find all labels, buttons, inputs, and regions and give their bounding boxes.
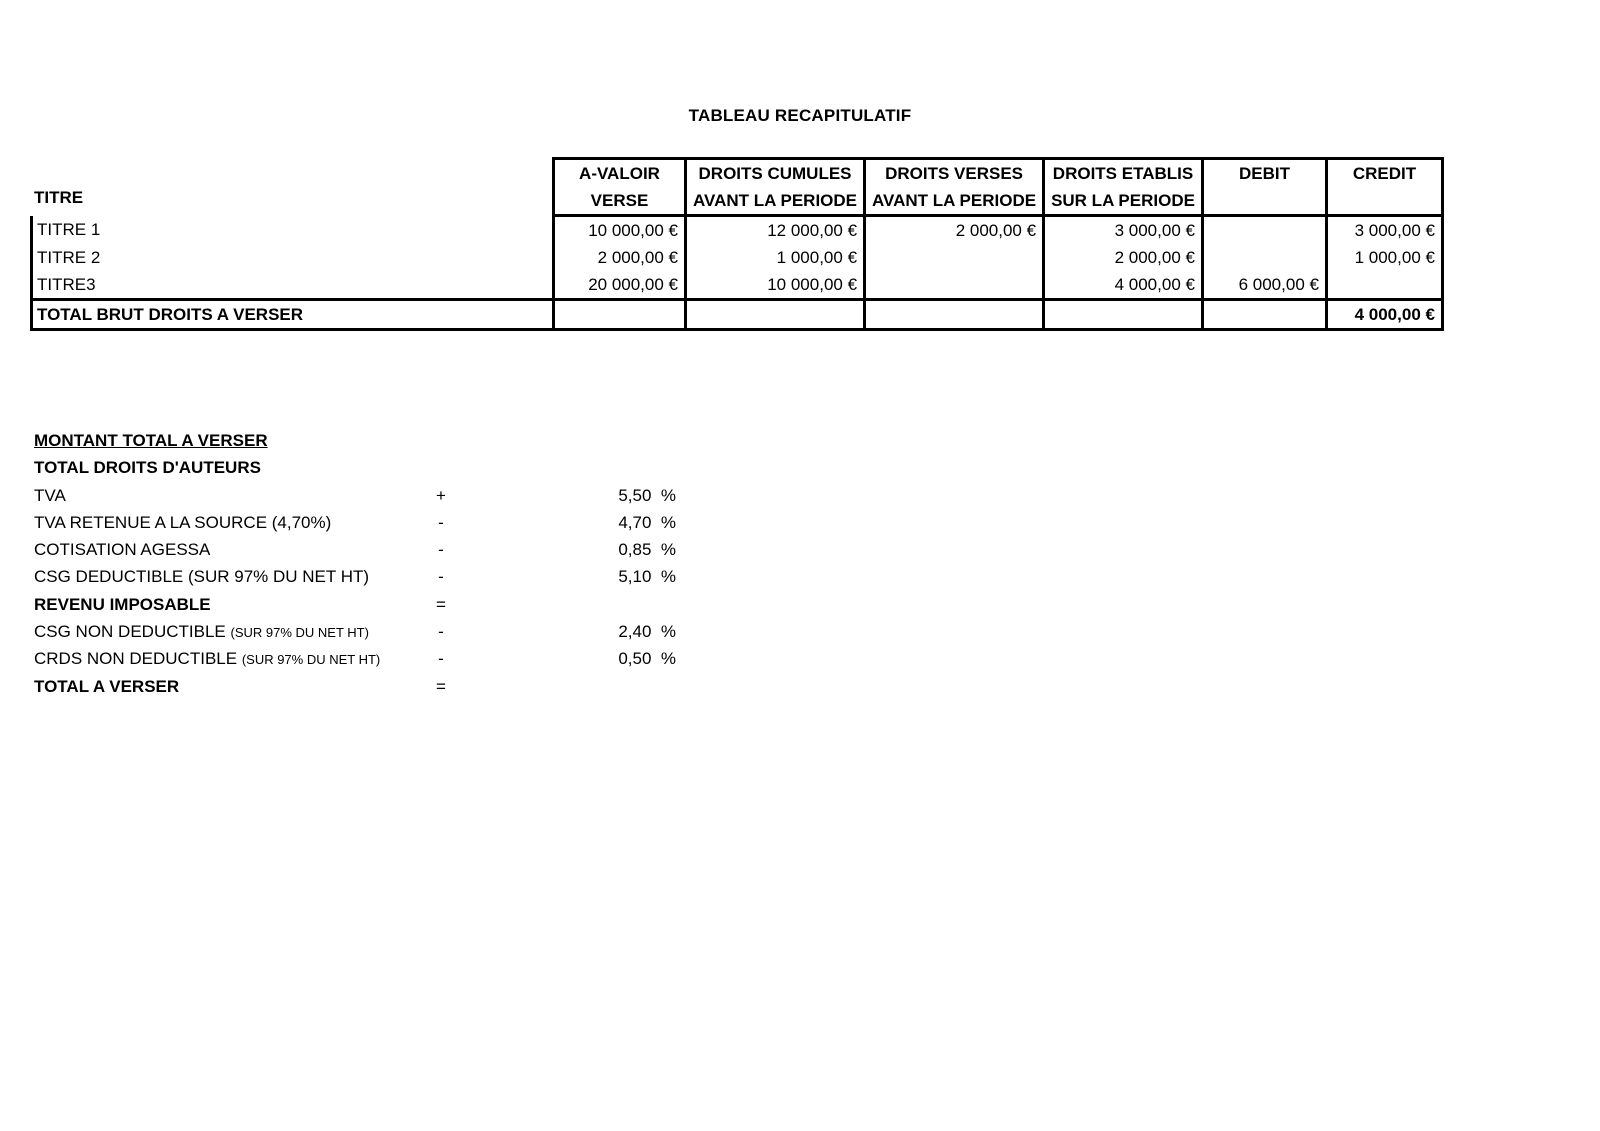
column-header: AVANT LA PERIODE: [686, 187, 865, 216]
table-cell: [865, 271, 1044, 300]
summary-line-text: REVENU IMPOSABLE: [34, 594, 211, 614]
summary-heading: MONTANT TOTAL A VERSER: [34, 431, 268, 450]
row-title: TITRE 2: [32, 244, 554, 271]
total-cell-empty: [865, 300, 1044, 330]
table-cell: 3 000,00 €: [1326, 216, 1442, 245]
header-cell-empty: [32, 187, 554, 216]
header-titre: TITRE: [34, 188, 84, 207]
summary-line-label: [34, 509, 331, 536]
summary-line-label: [34, 645, 380, 673]
summary-line-text: TVA: [34, 485, 66, 505]
summary-line-rate: [564, 509, 676, 536]
page-title: TABLEAU RECAPITULATIF: [688, 106, 912, 125]
header-row-1: [32, 159, 1443, 188]
summary-line-label: [34, 536, 210, 563]
rate-unit: %: [660, 540, 676, 560]
summary-line-rate: [564, 563, 676, 590]
total-cell-empty: [686, 300, 865, 330]
table-cell: 1 000,00 €: [686, 244, 865, 271]
summary-line-rate: [564, 645, 676, 672]
summary-line-text: CSG DEDUCTIBLE (SUR 97% DU NET HT): [34, 567, 370, 587]
column-header: DROITS CUMULES: [686, 159, 865, 188]
summary-line-text: CRDS NON DEDUCTIBLE: [34, 649, 242, 669]
summary-line-text: COTISATION AGESSA: [34, 540, 211, 560]
summary-total-droits: TOTAL DROITS D'AUTEURS: [34, 458, 261, 478]
table-row: [32, 271, 1443, 300]
summary-line-rate: [564, 618, 676, 645]
summary-line-rate: [564, 536, 676, 563]
table-cell: 10 000,00 €: [686, 271, 865, 300]
total-cell-empty: [554, 300, 686, 330]
table-cell: 12 000,00 €: [686, 216, 865, 245]
table-row: [32, 216, 1443, 245]
summary-line-text: CSG NON DEDUCTIBLE: [34, 622, 231, 642]
table-cell: 2 000,00 €: [554, 244, 686, 271]
summary-line-text: TVA RETENUE A LA SOURCE (4,70%): [34, 512, 332, 532]
summary-line-note: (SUR 97% DU NET HT): [230, 625, 369, 641]
rate-value: 5,10: [618, 567, 652, 587]
table-cell: 1 000,00 €: [1326, 244, 1442, 271]
rate-unit: %: [660, 649, 676, 669]
summary-line-note: (SUR 97% DU NET HT): [241, 652, 381, 668]
column-header: A-VALOIR: [554, 159, 686, 188]
total-credit: 4 000,00 €: [1326, 300, 1442, 330]
column-header: DROITS VERSES: [865, 159, 1044, 188]
summary-line-rate: [564, 482, 676, 509]
table-cell: [1202, 216, 1326, 245]
rate-value: 0,85: [618, 540, 652, 560]
total-label: TOTAL BRUT DROITS A VERSER: [32, 300, 554, 330]
rate-unit: %: [660, 485, 676, 505]
summary-line-operator: =: [436, 594, 446, 614]
recap-table: [30, 157, 1444, 331]
table-cell: 10 000,00 €: [554, 216, 686, 245]
column-header: SUR LA PERIODE: [1044, 187, 1203, 216]
table-cell: 6 000,00 €: [1202, 271, 1326, 300]
summary-line-text: TOTAL A VERSER: [34, 676, 180, 696]
table-cell: [1326, 271, 1442, 300]
summary-line-operator: -: [438, 649, 444, 669]
table-cell: 20 000,00 €: [554, 271, 686, 300]
summary-line-label: [34, 618, 369, 646]
summary-line-label: [34, 563, 369, 590]
column-header: VERSE: [554, 187, 686, 216]
column-header: AVANT LA PERIODE: [865, 187, 1044, 216]
header-cell-empty: [32, 159, 554, 188]
rate-value: 5,50: [618, 485, 652, 505]
rate-value: 2,40: [618, 622, 652, 642]
rate-unit: %: [660, 622, 676, 642]
header-row-2: [32, 187, 1443, 216]
summary-line-label: [34, 673, 179, 700]
row-title: TITRE 1: [32, 216, 554, 245]
column-header: DROITS ETABLIS: [1044, 159, 1203, 188]
table-cell: 4 000,00 €: [1044, 271, 1203, 300]
total-row: [32, 300, 1443, 330]
table-cell: 2 000,00 €: [1044, 244, 1203, 271]
column-header: DEBIT: [1202, 159, 1326, 188]
column-header: CREDIT: [1326, 159, 1442, 188]
summary-line-operator: +: [436, 485, 446, 505]
column-header: [1202, 187, 1326, 216]
summary-line-label: [34, 482, 66, 509]
table-cell: [865, 244, 1044, 271]
row-title: TITRE3: [32, 271, 554, 300]
table-cell: 2 000,00 €: [865, 216, 1044, 245]
rate-value: 4,70: [618, 512, 652, 532]
rate-value: 0,50: [618, 649, 652, 669]
summary-line-operator: -: [438, 540, 444, 560]
table-row: [32, 244, 1443, 271]
summary-line-operator: -: [438, 622, 444, 642]
rate-unit: %: [660, 567, 676, 587]
table-cell: [1202, 244, 1326, 271]
rate-unit: %: [660, 512, 676, 532]
table-cell: 3 000,00 €: [1044, 216, 1203, 245]
summary-line-operator: -: [438, 512, 444, 532]
total-cell-empty: [1202, 300, 1326, 330]
summary-line-label: [34, 591, 211, 618]
column-header: [1326, 187, 1442, 216]
total-cell-empty: [1044, 300, 1203, 330]
summary-line-operator: =: [436, 676, 446, 696]
summary-line-operator: -: [438, 567, 444, 587]
